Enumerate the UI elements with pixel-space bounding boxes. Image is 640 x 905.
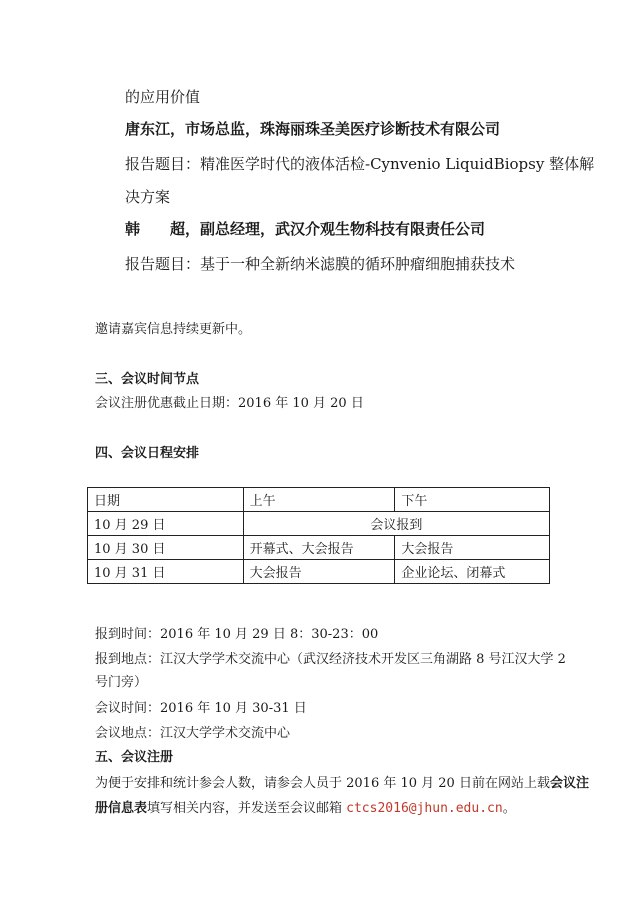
table-cell-pm: 企业论坛、闭幕式 [395, 560, 550, 584]
speaker-1-name: 唐东江，市场总监，珠海丽珠圣美医疗诊断技术有限公司 [125, 120, 501, 138]
speaker-1-topic-line-2: 决方案 [125, 188, 171, 206]
speaker-2-topic: 报告题目：基于一种全新纳米滤膜的循环肿瘤细胞捕获技术 [125, 255, 516, 273]
speaker-1-topic-line-1: 报告题目：精准医学时代的液体活检-Cynvenio LiquidBiopsy 整体解 [125, 155, 595, 173]
speaker-text-continued: 的应用价值 [125, 88, 201, 106]
registration-deadline: 会议注册优惠截止日期：2016 年 10 月 20 日 [95, 396, 364, 411]
table-cell-date: 10 月 30 日 [88, 536, 244, 560]
table-cell-pm: 大会报告 [395, 536, 550, 560]
table-row [88, 536, 550, 560]
registration-paragraph-line-2 [95, 797, 516, 816]
table-cell-date: 10 月 31 日 [88, 560, 244, 584]
speaker-2-name: 韩 超，副总经理，武汉介观生物科技有限责任公司 [125, 220, 486, 238]
table-row [88, 512, 550, 536]
registration-text: 。 [502, 801, 516, 816]
update-note: 邀请嘉宾信息持续更新中。 [95, 322, 252, 337]
registration-form-link-part: 会议注 [549, 776, 589, 791]
table-cell-merged: 会议报到 [243, 512, 549, 536]
registration-text: 填写相关内容，并发送至会议邮箱 [147, 801, 347, 816]
registration-form-link-part: 册信息表 [95, 801, 148, 816]
table-header-cell: 日期 [88, 488, 244, 512]
section-5-heading: 五、会议注册 [95, 750, 174, 765]
section-4-heading: 四、会议日程安排 [95, 446, 200, 461]
schedule-table [87, 487, 550, 584]
meeting-place: 会议地点：江汉大学学术交流中心 [95, 726, 291, 741]
checkin-place-line-2: 号门旁） [95, 675, 148, 690]
registration-text: 为便于安排和统计参会人数，请参会人员于 2016 年 10 月 20 日前在网站上载 [95, 776, 550, 791]
registration-paragraph-line-1 [95, 772, 589, 791]
table-cell-date: 10 月 29 日 [88, 512, 244, 536]
table-header-cell: 上午 [243, 488, 395, 512]
table-header-row [88, 488, 550, 512]
table-header-cell: 下午 [395, 488, 550, 512]
section-3-heading: 三、会议时间节点 [95, 372, 200, 387]
table-cell-am: 大会报告 [243, 560, 395, 584]
checkin-time: 报到时间：2016 年 10 月 29 日 8：30-23：00 [95, 627, 379, 642]
meeting-time: 会议时间：2016 年 10 月 30-31 日 [95, 701, 307, 716]
checkin-place-line-1: 报到地点：江汉大学学术交流中心（武汉经济技术开发区三角湖路 8 号江汉大学 2 [95, 652, 566, 667]
table-cell-am: 开幕式、大会报告 [243, 536, 395, 560]
table-row [88, 560, 550, 584]
conference-email[interactable]: ctcs2016@jhun.edu.cn [346, 801, 503, 816]
